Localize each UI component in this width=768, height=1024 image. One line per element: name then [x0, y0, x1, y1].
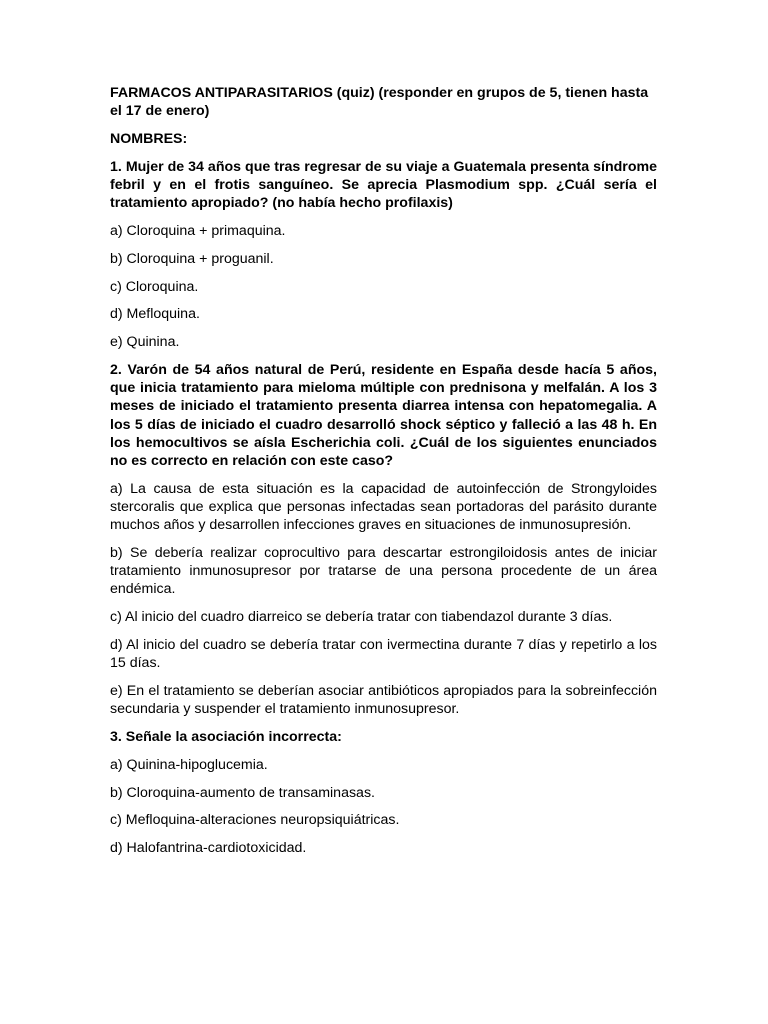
question-1-option-c: c) Cloroquina.	[110, 278, 199, 295]
question-2	[110, 361, 657, 718]
question-1-option-d: d) Mefloquina.	[110, 306, 200, 323]
question-2-option-e: e) En el tratamiento se deberían asociar antibióticos apropiados para la sobreinfección secundaria y suspender el tratamiento inmunosupresor.	[110, 683, 657, 718]
question-1-option-e: e) Quinina.	[110, 334, 180, 351]
question-3-option-a: a) Quinina-hipoglucemia.	[110, 756, 268, 773]
question-2-option-b: b) Se debería realizar coprocultivo para descartar estrongiloidosis antes de iniciar tratamiento inmunosupresor por tratarse de una persona procedente de un área endémica.	[110, 545, 657, 598]
question-3-option-c: c) Mefloquina-alteraciones neuropsiquiátricas.	[110, 812, 400, 829]
question-1-text: 1. Mujer de 34 años que tras regresar de su viaje a Guatemala presenta síndrome febril y en el frotis sanguíneo. Se aprecia Plasmodium spp. ¿Cuál sería el tratamiento apropiado? (no había hecho profilaxis)	[110, 158, 657, 212]
question-3-option-b: b) Cloroquina-aumento de transaminasas.	[110, 784, 375, 801]
question-1	[110, 158, 657, 352]
question-3	[110, 728, 657, 857]
question-1-option-b: b) Cloroquina + proguanil.	[110, 250, 274, 267]
question-3-option-d: d) Halofantrina-cardiotoxicidad.	[110, 840, 307, 857]
question-2-text: 2. Varón de 54 años natural de Perú, residente en España desde hacía 5 años, que inicia tratamiento para mieloma múltiple con prednisona y melfalán. A los 3 meses de iniciado el tratamiento presenta diarrea intensa con hepatomegalia. A los 5 días de iniciado el cuadro desarrolló shock séptico y falleció a las 48 h. En los hemocultivos se aísla Escherichia coli. ¿Cuál de los siguientes enunciados no es correcto en relación con este caso?	[110, 361, 657, 469]
document-title: FARMACOS ANTIPARASITARIOS (quiz) (responder en grupos de 5, tienen hasta el 17 de enero)	[110, 85, 649, 120]
question-2-option-a: a) La causa de esta situación es la capacidad de autoinfección de Strongyloides stercoralis que explica que personas infectadas sean portadoras del parásito durante muchos años y desarrollen infecciones graves en situaciones de inmunosupresión.	[110, 480, 657, 534]
question-1-option-a: a) Cloroquina + primaquina.	[110, 223, 286, 239]
names-label: NOMBRES:	[110, 131, 188, 147]
question-2-option-d: d) Al inicio del cuadro se debería tratar con ivermectina durante 7 días y repetirlo a los 15 días.	[110, 637, 657, 672]
question-3-text: 3. Señale la asociación incorrecta:	[110, 729, 342, 745]
question-2-option-c: c) Al inicio del cuadro diarreico se debería tratar con tiabendazol durante 3 días.	[110, 609, 613, 626]
document-page	[110, 84, 657, 867]
